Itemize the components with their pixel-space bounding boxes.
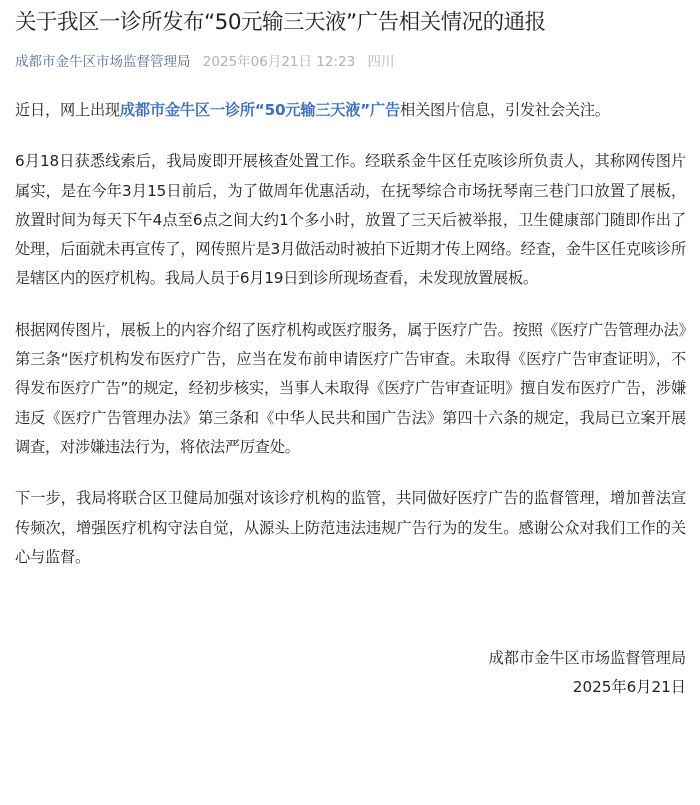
signature-date: 2025年6月21日 <box>572 678 686 697</box>
article-title: 关于我区一诊所发布“50元输三天液”广告相关情况的通报 <box>15 10 546 35</box>
publish-date: 2025年06月21日 12:23 <box>202 54 356 70</box>
paragraph-legal-basis: 根据网传图片，展板上的内容介绍了医疗机构或医疗服务，属于医疗广告。按照《医疗广告管理办法》第三条“医疗机构发布医疗广告，应当在发布前申请医疗广告审查。未取得《医疗广告审查证明》，不得发布医疗广告”的规定，经初步核实，当事人未取得《医疗广告审查证明》擅自发布医疗广告，涉嫌违反《医疗广告管理办法》第三条和《中华人民共和国广告法》第四十六条的规定，我局已立案开展调查，对涉嫌违法行为，将依法严厉查处。 <box>15 320 686 456</box>
paragraph-intro <box>15 96 686 125</box>
signature-block <box>15 644 686 702</box>
paragraph-investigation: 6月18日获悉线索后，我局废即开展核查处置工作。经联系金牛区任克咳诊所负责人，其称网传图片属实，是在今年3月15日前后，为了做周年优惠活动，在抚琴综合市场抚琴南三巷门口放置了展板，放置时间为每天下午4点至6点之间大约1个多小时，放置了三天后被举报，卫生健康部门随即作出了处理，后面就未再宣传了，网传照片是3月做活动时被拍下近期才传上网络。经查，金牛区任克咳诊所是辖区内的医疗机构。我局人员于6月19日到诊所现场查看，未发现放置展板。 <box>15 152 686 288</box>
intro-text-before: 近日，网上出现 <box>15 101 120 119</box>
paragraph-next-steps: 下一步，我局将联合区卫健局加强对该诊疗机构的监管，共同做好医疗广告的监督管理，增加普法宣传频次，增强医疗机构守法自觉，从源头上防范违法违规广告行为的发生。感谢公众对我们工作的关心与监督。 <box>15 489 686 566</box>
article-meta <box>15 52 686 72</box>
publish-region: 四川 <box>367 54 395 70</box>
signature-org: 成都市金牛区市场监督管理局 <box>488 649 686 668</box>
intro-text-after: 相关图片信息，引发社会关注。 <box>400 101 610 119</box>
highlighted-text: 成都市金牛区一诊所“50元输三天液”广告 <box>119 101 401 119</box>
source-account-link[interactable]: 成都市金牛区市场监督管理局 <box>15 54 191 70</box>
article-body <box>15 96 686 572</box>
